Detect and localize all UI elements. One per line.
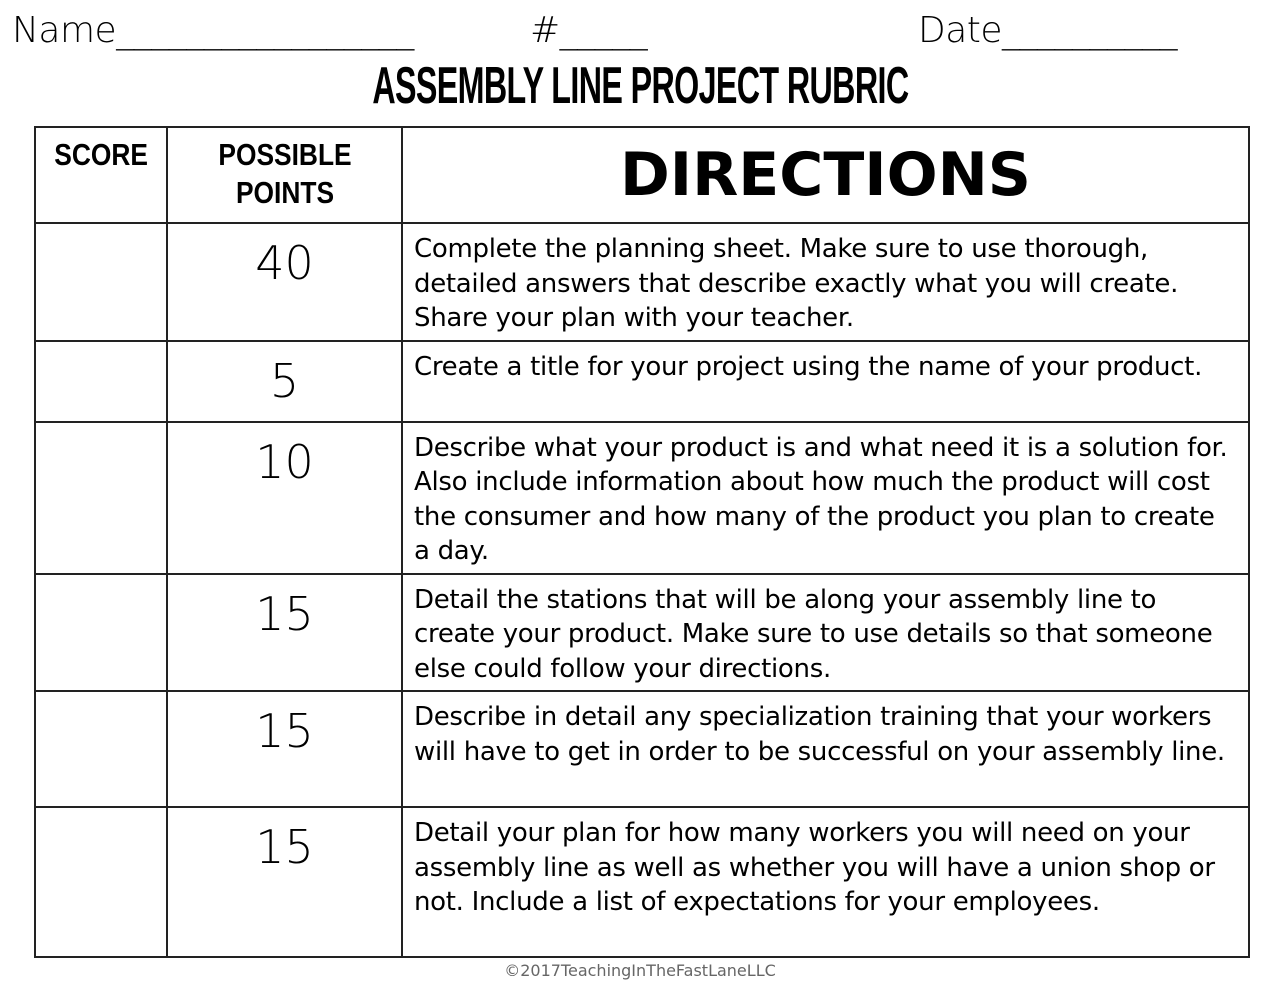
copyright-footer: ©2017TeachingInTheFastLaneLLC: [504, 961, 776, 980]
points-cell: 10: [167, 422, 402, 574]
table-row: [35, 807, 1249, 957]
score-cell[interactable]: [35, 341, 167, 422]
table-row: [35, 341, 1249, 422]
header-score-text: SCORE: [54, 137, 148, 172]
directions-cell: Detail your plan for how many workers you will need on your assembly line as well as whether you will have a union shop or not. Include a list of expectations for your employees.: [402, 807, 1249, 957]
title-text: ASSEMBLY LINE PROJECT RUBRIC: [371, 57, 909, 115]
points-cell: 15: [167, 691, 402, 807]
rubric-table: [34, 126, 1250, 958]
score-cell[interactable]: [35, 422, 167, 574]
score-cell[interactable]: [35, 223, 167, 341]
score-cell[interactable]: [35, 574, 167, 692]
header-directions: DIRECTIONS: [402, 127, 1249, 223]
score-cell[interactable]: [35, 807, 167, 957]
directions-cell: Describe in detail any specialization training that your workers will have to get in order to be successful on your assembly line.: [402, 691, 1249, 807]
header-points-text: POSSIBLE POINTS: [217, 137, 352, 210]
points-cell: 15: [167, 574, 402, 692]
header-score: [35, 127, 167, 223]
directions-cell: Complete the planning sheet. Make sure to use thorough, detailed answers that describe exactly what you will create. Share your plan with your teacher.: [402, 223, 1249, 341]
number-field[interactable]: #_____: [530, 10, 648, 51]
table-row: [35, 691, 1249, 807]
points-cell: 5: [167, 341, 402, 422]
table-row: [35, 223, 1249, 341]
points-cell: 15: [167, 807, 402, 957]
date-field[interactable]: Date__________: [918, 10, 1178, 51]
name-field[interactable]: Name_________________: [12, 10, 414, 51]
page-title: [0, 56, 1280, 116]
points-cell: 40: [167, 223, 402, 341]
directions-cell: Describe what your product is and what need it is a solution for. Also include information about how much the product will cost the consumer and how many of the product you plan to create a day.: [402, 422, 1249, 574]
table-row: [35, 574, 1249, 692]
header-possible-points: [167, 127, 402, 223]
score-cell[interactable]: [35, 691, 167, 807]
table-row: [35, 422, 1249, 574]
directions-cell: Create a title for your project using the name of your product.: [402, 341, 1249, 422]
directions-cell: Detail the stations that will be along your assembly line to create your product. Make sure to use details so that someone else could follow your directions.: [402, 574, 1249, 692]
table-header-row: [35, 127, 1249, 223]
